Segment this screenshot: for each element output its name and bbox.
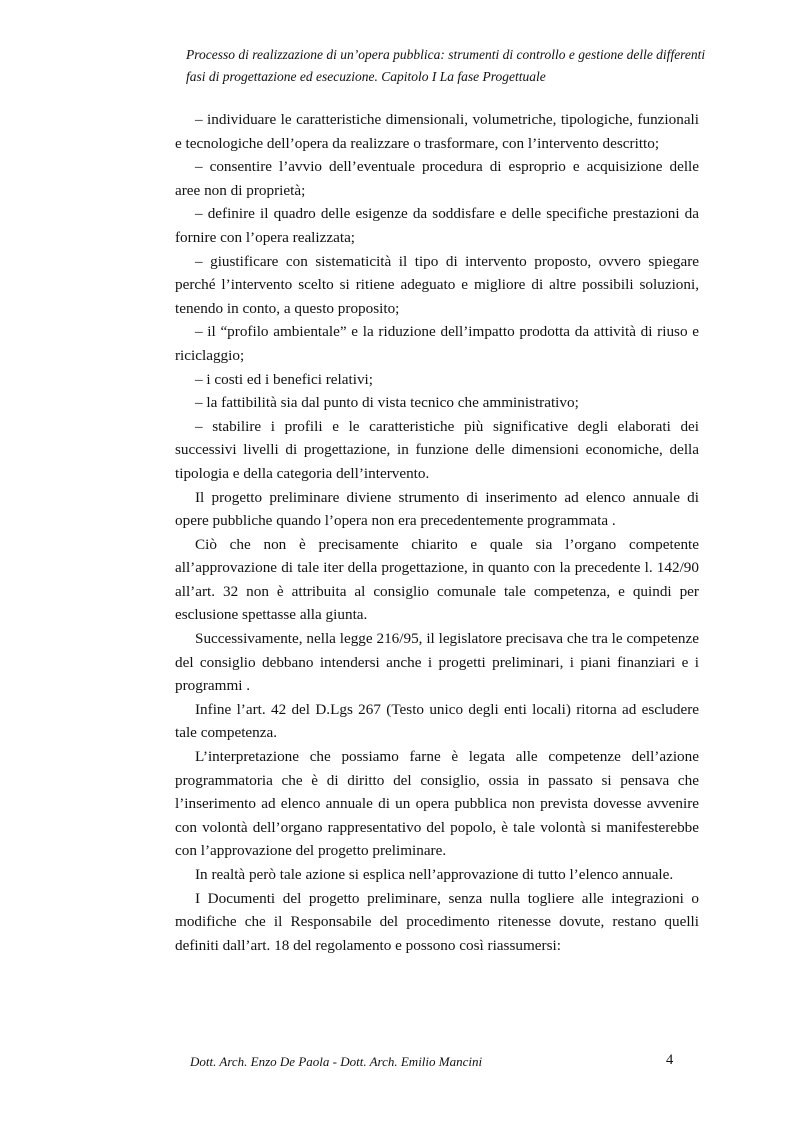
running-header [186, 44, 706, 88]
footer-authors: Dott. Arch. Enzo De Paola - Dott. Arch. Emilio Mancini [190, 1054, 483, 1069]
body-text [175, 108, 699, 957]
body-paragraph: L’interpretazione che possiamo farne è legata alle competenze dell’azione programmatoria che è di diritto del consiglio, ossia in passato si pensava che l’inserimento ad elenco annuale di un opera pubblica non prevista dovesse avvenire con volontà dell’organo rappresentativo del popolo, è tale volontà si manifesterebbe con l’approvazione del progetto preliminare. [175, 748, 699, 860]
bullet-paragraph: – il “profilo ambientale” e la riduzione dell’impatto prodotta da attività di riuso e riciclaggio; [175, 323, 699, 364]
body-paragraph: In realtà però tale azione si esplica nell’approvazione di tutto l’elenco annuale. [195, 866, 674, 883]
header-line-1: Processo di realizzazione di un’opera pubblica: strumenti di controllo e gestione delle differenti [186, 47, 706, 62]
page-number: 4 [666, 1052, 674, 1068]
bullet-paragraph: – individuare le caratteristiche dimensionali, volumetriche, tipologiche, funzionali e tecnologiche dell’opera da realizzare o trasformare, con l’intervento descritto; [175, 111, 699, 152]
body-paragraph: Ciò che non è precisamente chiarito e quale sia l’organo competente all’approvazione di tale iter della progettazione, in quanto con la precedente l. 142/90 all’art. 32 non è attribuita al consiglio comunale tale competenza, e quindi per esclusione spettasse alla giunta. [175, 535, 699, 624]
bullet-paragraph: – i costi ed i benefici relativi; [195, 370, 373, 388]
bullet-paragraph: – consentire l’avvio dell’eventuale procedura di esproprio e acquisizione delle aree non di proprietà; [175, 158, 699, 199]
body-paragraph: Successivamente, nella legge 216/95, il legislatore precisava che tra le competenze del consiglio debbano intendersi anche i progetti preliminari, i piani finanziari e i programmi . [175, 630, 699, 695]
body-paragraph: Infine l’art. 42 del D.Lgs 267 (Testo unico degli enti locali) ritorna ad escludere tale competenza. [175, 700, 699, 742]
bullet-paragraph: – stabilire i profili e le caratteristiche più significative degli elaborati dei successivi livelli di progettazione, in funzione delle dimensioni economiche, della tipologia e della categoria dell’intervento. [175, 417, 699, 482]
body-paragraph: I Documenti del progetto preliminare, senza nulla togliere alle integrazioni o modifiche che il Responsabile del procedimento ritenesse dovute, restano quelli definiti dall’art. 18 del regolamento e possono così riassumersi: [175, 889, 699, 954]
bullet-paragraph: – giustificare con sistematicità il tipo di intervento proposto, ovvero spiegare perché l’intervento scelto si ritiene adeguato e migliore di altre possibili soluzioni, tenendo in conto, a questo proposito; [175, 252, 699, 317]
bullet-paragraph: – la fattibilità sia dal punto di vista tecnico che amministrativo; [195, 394, 579, 412]
bullet-paragraph: – definire il quadro delle esigenze da soddisfare e delle specifiche prestazioni da fornire con l’opera realizzata; [175, 205, 699, 246]
body-paragraph: Il progetto preliminare diviene strumento di inserimento ad elenco annuale di opere pubbliche quando l’opera non era precedentemente programmata . [175, 488, 699, 530]
header-line-2: fasi di progettazione ed esecuzione. Capitolo I La fase Progettuale [186, 69, 546, 84]
